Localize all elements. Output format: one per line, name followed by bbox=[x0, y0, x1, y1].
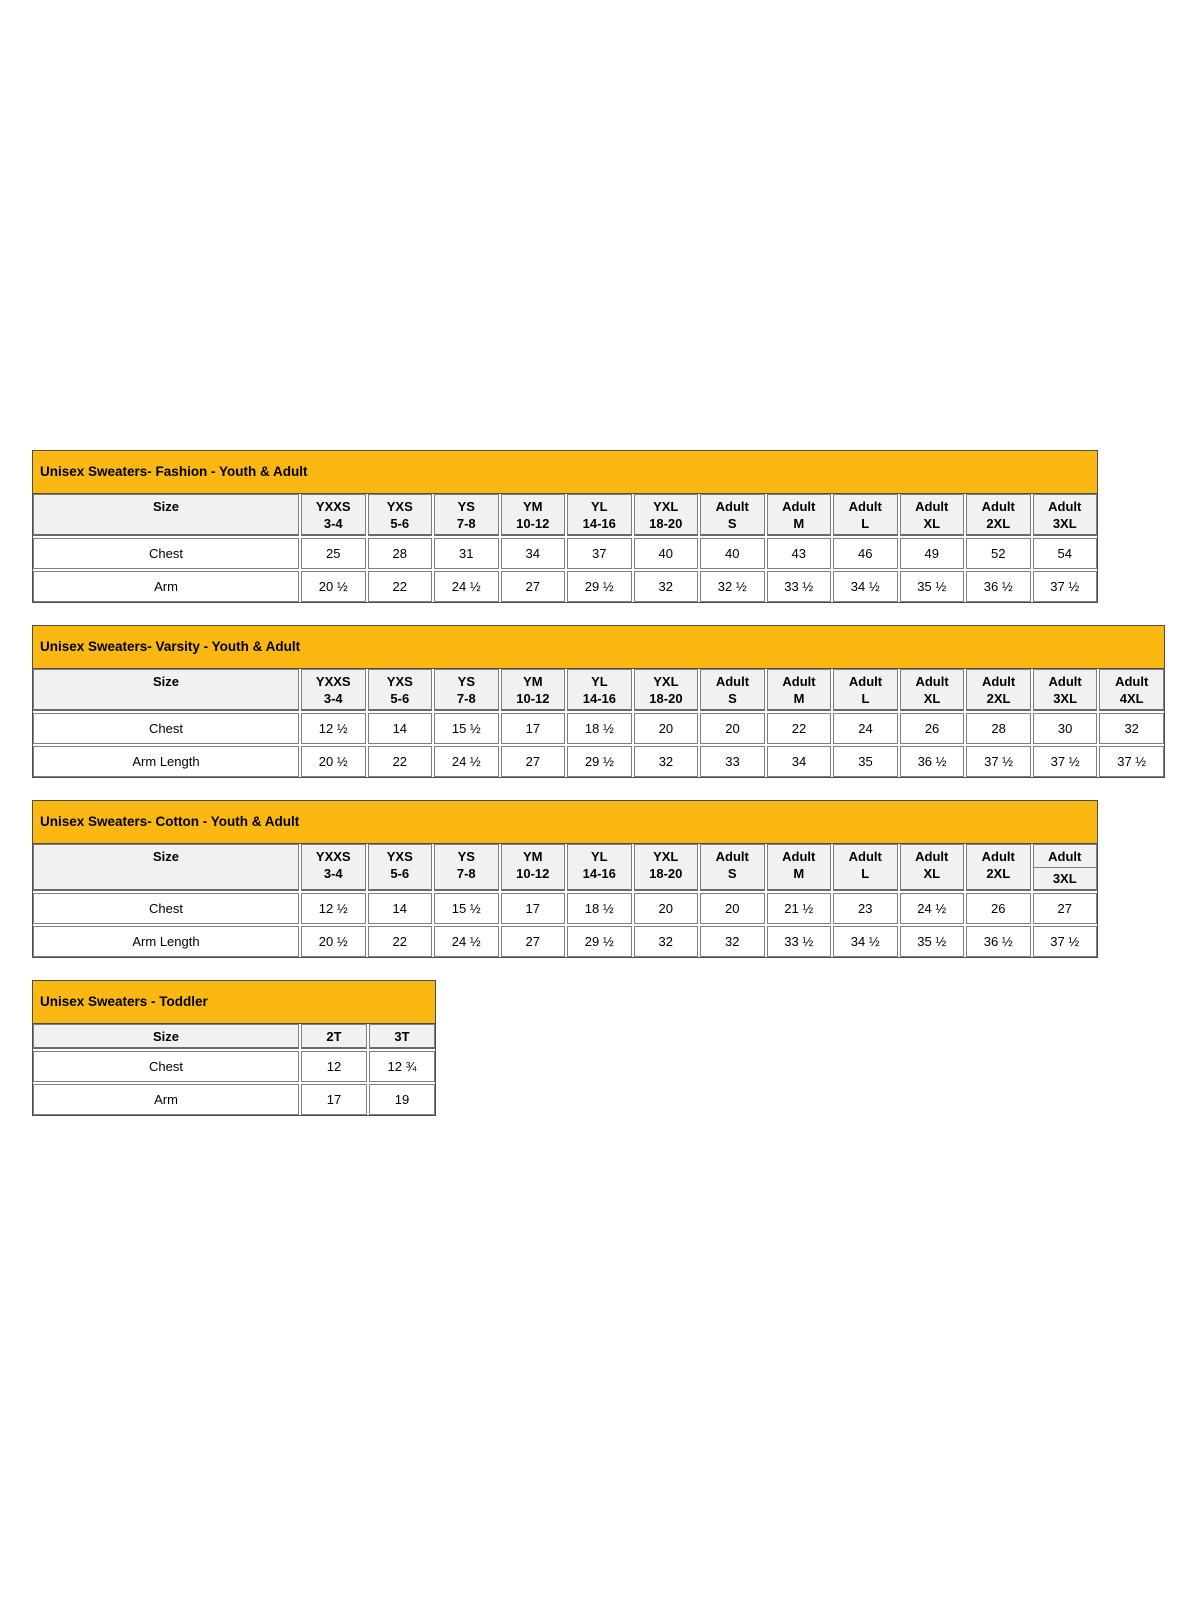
column-header-line2: 3-4 bbox=[323, 866, 343, 881]
column-header-line1: Adult bbox=[915, 849, 949, 864]
table-row bbox=[33, 746, 1164, 777]
size-value-cell: 35 bbox=[833, 746, 898, 777]
column-header-line2: XL bbox=[923, 866, 941, 881]
size-value-cell: 33 bbox=[700, 746, 765, 777]
table-row bbox=[33, 571, 1097, 602]
size-value-cell: 27 bbox=[501, 746, 566, 777]
header-row bbox=[33, 669, 1164, 711]
size-value-cell: 37 ½ bbox=[1099, 746, 1164, 777]
column-header bbox=[966, 669, 1031, 711]
column-header-line1: YXXS bbox=[315, 674, 351, 689]
column-header-line1: YS bbox=[457, 499, 475, 514]
size-column-header: Size bbox=[33, 494, 299, 536]
size-value-cell: 22 bbox=[368, 746, 433, 777]
column-header bbox=[634, 494, 699, 536]
column-header-line1: Adult bbox=[848, 849, 882, 864]
size-value-cell: 14 bbox=[368, 713, 433, 744]
column-header-line1: Adult bbox=[715, 674, 750, 689]
column-header-line2: S bbox=[727, 866, 737, 881]
column-header-line2: 10-12 bbox=[516, 516, 550, 531]
column-header-line1: YXL bbox=[653, 674, 679, 689]
size-value-cell: 29 ½ bbox=[567, 926, 632, 957]
column-header bbox=[700, 669, 765, 711]
column-header-line1: Adult bbox=[915, 674, 949, 689]
size-value-cell: 17 bbox=[501, 713, 566, 744]
size-value-cell: 34 ½ bbox=[833, 571, 898, 602]
column-header-line1: YXXS bbox=[315, 849, 351, 864]
column-header-line2: M bbox=[793, 691, 805, 706]
size-value-cell: 18 ½ bbox=[567, 713, 632, 744]
size-value-cell: 12 ½ bbox=[301, 893, 366, 924]
column-header bbox=[767, 494, 832, 536]
column-header bbox=[501, 669, 566, 711]
column-header-line2: 14-16 bbox=[582, 691, 617, 706]
column-header-line1: Adult bbox=[981, 849, 1015, 864]
column-header-line2: 4XL bbox=[1119, 691, 1144, 706]
size-value-cell: 27 bbox=[1033, 893, 1098, 924]
row-label: Arm Length bbox=[33, 926, 299, 957]
table-row bbox=[33, 926, 1097, 957]
column-header-line1: YXL bbox=[653, 499, 679, 514]
size-value-cell: 32 bbox=[634, 926, 699, 957]
size-value-cell: 24 bbox=[833, 713, 898, 744]
column-header-line1: Adult bbox=[782, 849, 816, 864]
column-header-line2: 2XL bbox=[986, 866, 1011, 881]
size-value-cell: 22 bbox=[368, 571, 433, 602]
size-value-cell: 43 bbox=[767, 538, 832, 569]
size-value-cell: 23 bbox=[833, 893, 898, 924]
size-value-cell: 12 ½ bbox=[301, 713, 366, 744]
row-label: Chest bbox=[33, 713, 299, 744]
column-header bbox=[966, 494, 1031, 536]
size-column-header: Size bbox=[33, 1024, 299, 1049]
column-header bbox=[434, 669, 499, 711]
size-value-cell: 37 ½ bbox=[1033, 926, 1098, 957]
column-header-line2: XL bbox=[923, 691, 941, 706]
size-value-cell: 20 ½ bbox=[301, 571, 366, 602]
column-header-line2: 2XL bbox=[986, 691, 1011, 706]
column-header bbox=[900, 669, 965, 711]
size-value-cell: 40 bbox=[634, 538, 699, 569]
column-header-line1: YXS bbox=[386, 499, 413, 514]
column-header-line2: 3XL bbox=[1053, 691, 1078, 706]
size-value-cell: 36 ½ bbox=[966, 926, 1031, 957]
size-chart-varsity bbox=[32, 625, 1165, 778]
size-value-cell: 34 bbox=[501, 538, 566, 569]
size-table bbox=[32, 1022, 436, 1116]
column-header-line2: 5-6 bbox=[390, 866, 410, 881]
column-header bbox=[767, 669, 832, 711]
size-value-cell: 49 bbox=[900, 538, 965, 569]
size-value-cell: 26 bbox=[966, 893, 1031, 924]
size-value-cell: 20 bbox=[700, 893, 765, 924]
column-header-line1: YL bbox=[590, 499, 608, 514]
size-value-cell: 20 ½ bbox=[301, 746, 366, 777]
column-header bbox=[567, 669, 632, 711]
column-header-line1: YM bbox=[523, 849, 543, 864]
column-header-line1: Adult bbox=[1048, 849, 1082, 864]
column-header-line1: Adult bbox=[1048, 499, 1082, 514]
column-header-line1: Adult bbox=[715, 849, 749, 864]
column-header-line2: 7-8 bbox=[456, 866, 476, 881]
table-row bbox=[33, 538, 1097, 569]
size-column-header: Size bbox=[33, 669, 299, 711]
column-header-line1: Adult bbox=[1115, 674, 1149, 689]
column-header-line1: Adult bbox=[981, 674, 1016, 689]
size-chart-cotton bbox=[32, 800, 1098, 958]
column-header bbox=[368, 494, 433, 536]
column-header-line1: Adult bbox=[1048, 674, 1082, 689]
column-header bbox=[900, 494, 965, 536]
column-header bbox=[301, 1024, 367, 1049]
row-label: Arm Length bbox=[33, 746, 299, 777]
column-header bbox=[434, 844, 499, 891]
size-value-cell: 36 ½ bbox=[966, 571, 1031, 602]
column-header bbox=[368, 844, 433, 891]
size-value-cell: 14 bbox=[368, 893, 433, 924]
row-label: Chest bbox=[33, 538, 299, 569]
column-header-line1: Adult bbox=[848, 674, 883, 689]
column-header-line1: Adult bbox=[782, 499, 816, 514]
column-header-line1: YL bbox=[590, 849, 608, 864]
column-header-line2: 2XL bbox=[986, 516, 1011, 531]
column-header-line2: 3-4 bbox=[323, 516, 343, 531]
table-title: Unisex Sweaters- Fashion - Youth & Adult bbox=[33, 451, 1097, 494]
column-header-line2: L bbox=[861, 516, 870, 531]
table-title: Unisex Sweaters - Toddler bbox=[33, 981, 435, 1024]
column-header-line2: M bbox=[793, 516, 805, 531]
size-value-cell: 26 bbox=[900, 713, 965, 744]
column-header bbox=[634, 844, 699, 891]
size-value-cell: 37 bbox=[567, 538, 632, 569]
size-value-cell: 29 ½ bbox=[567, 746, 632, 777]
column-header bbox=[567, 844, 632, 891]
column-header bbox=[900, 844, 965, 891]
row-label: Arm bbox=[33, 571, 299, 602]
column-header-line2: 5-6 bbox=[390, 691, 410, 706]
column-header bbox=[1099, 669, 1164, 711]
size-value-cell: 21 ½ bbox=[767, 893, 832, 924]
size-value-cell: 37 ½ bbox=[966, 746, 1031, 777]
column-header-line1: YXS bbox=[386, 674, 413, 689]
column-header-line1: YM bbox=[523, 674, 543, 689]
column-header bbox=[1033, 494, 1098, 536]
column-header bbox=[700, 494, 765, 536]
header-row bbox=[33, 494, 1097, 536]
size-value-cell: 35 ½ bbox=[900, 926, 965, 957]
table-row bbox=[33, 1084, 435, 1115]
table-row bbox=[33, 1051, 435, 1082]
column-header-line1: 2T bbox=[326, 1029, 342, 1044]
column-header bbox=[700, 844, 765, 891]
size-table bbox=[32, 492, 1098, 603]
size-value-cell: 20 ½ bbox=[301, 926, 366, 957]
size-value-cell: 15 ½ bbox=[434, 893, 499, 924]
size-value-cell: 32 bbox=[1099, 713, 1164, 744]
column-header bbox=[501, 494, 566, 536]
size-column-header: Size bbox=[33, 844, 299, 891]
column-header-line2: S bbox=[728, 691, 737, 706]
header-row bbox=[33, 1024, 435, 1049]
column-header-line2: S bbox=[727, 516, 737, 531]
column-header bbox=[369, 1024, 435, 1049]
size-value-cell: 37 ½ bbox=[1033, 571, 1098, 602]
column-header bbox=[567, 494, 632, 536]
column-header-line2: 18-20 bbox=[649, 516, 683, 531]
column-header-line2: 7-8 bbox=[456, 516, 476, 531]
size-value-cell: 24 ½ bbox=[434, 571, 499, 602]
size-value-cell: 20 bbox=[634, 713, 699, 744]
size-charts-container bbox=[32, 450, 1200, 1116]
size-value-cell: 34 bbox=[767, 746, 832, 777]
column-header-line2: 7-8 bbox=[456, 691, 476, 706]
column-header-line2: 18-20 bbox=[649, 866, 683, 881]
size-value-cell: 25 bbox=[301, 538, 366, 569]
size-value-cell: 36 ½ bbox=[900, 746, 965, 777]
row-label: Chest bbox=[33, 1051, 299, 1082]
size-value-cell: 24 ½ bbox=[900, 893, 965, 924]
column-header-line2: L bbox=[861, 691, 870, 706]
size-value-cell: 29 ½ bbox=[567, 571, 632, 602]
column-header-line1: YL bbox=[591, 674, 608, 689]
size-value-cell: 32 bbox=[634, 746, 699, 777]
size-value-cell: 20 bbox=[634, 893, 699, 924]
size-value-cell: 12 ¾ bbox=[369, 1051, 435, 1082]
column-header-line1: YXXS bbox=[315, 499, 351, 514]
size-value-cell: 28 bbox=[368, 538, 433, 569]
column-header-line1: Adult bbox=[848, 499, 882, 514]
column-header-line2: 18-20 bbox=[649, 691, 683, 706]
size-value-cell: 18 ½ bbox=[567, 893, 632, 924]
size-value-cell: 35 ½ bbox=[900, 571, 965, 602]
column-header bbox=[767, 844, 832, 891]
column-header bbox=[833, 844, 898, 891]
column-header-line1: Adult bbox=[715, 499, 749, 514]
column-header-line2: 14-16 bbox=[582, 516, 616, 531]
table-title: Unisex Sweaters- Cotton - Youth & Adult bbox=[33, 801, 1097, 844]
column-header bbox=[368, 669, 433, 711]
size-value-cell: 52 bbox=[966, 538, 1031, 569]
row-label: Arm bbox=[33, 1084, 299, 1115]
row-label: Chest bbox=[33, 893, 299, 924]
size-value-cell: 34 ½ bbox=[833, 926, 898, 957]
size-value-cell: 22 bbox=[767, 713, 832, 744]
table-row bbox=[33, 893, 1097, 924]
column-header bbox=[301, 669, 366, 711]
column-header bbox=[833, 669, 898, 711]
column-header bbox=[634, 669, 699, 711]
size-value-cell: 40 bbox=[700, 538, 765, 569]
size-value-cell: 17 bbox=[301, 1084, 367, 1115]
column-header bbox=[1033, 844, 1098, 891]
column-header-line1: YM bbox=[523, 499, 543, 514]
column-header-line1: Adult bbox=[981, 499, 1015, 514]
column-header-line1: YXS bbox=[386, 849, 413, 864]
size-value-cell: 37 ½ bbox=[1033, 746, 1098, 777]
size-value-cell: 32 bbox=[700, 926, 765, 957]
column-header-line1: YXL bbox=[653, 849, 679, 864]
column-header-line2: 3XL bbox=[1052, 516, 1077, 531]
size-value-cell: 19 bbox=[369, 1084, 435, 1115]
size-value-cell: 32 ½ bbox=[700, 571, 765, 602]
size-value-cell: 33 ½ bbox=[767, 926, 832, 957]
column-header-line2: 10-12 bbox=[516, 691, 550, 706]
size-value-cell: 31 bbox=[434, 538, 499, 569]
table-row bbox=[33, 713, 1164, 744]
column-header-line2: 10-12 bbox=[516, 866, 550, 881]
size-table bbox=[32, 842, 1098, 958]
size-value-cell: 15 ½ bbox=[434, 713, 499, 744]
size-value-cell: 24 ½ bbox=[434, 926, 499, 957]
column-header-line2: L bbox=[861, 866, 870, 881]
column-header bbox=[301, 494, 366, 536]
size-table bbox=[32, 667, 1165, 778]
column-header-line1: YS bbox=[457, 674, 475, 689]
size-value-cell: 28 bbox=[966, 713, 1031, 744]
column-header-line2: 5-6 bbox=[390, 516, 410, 531]
size-value-cell: 20 bbox=[700, 713, 765, 744]
column-header bbox=[966, 844, 1031, 891]
size-value-cell: 30 bbox=[1033, 713, 1098, 744]
size-chart-toddler bbox=[32, 980, 436, 1116]
size-value-cell: 27 bbox=[501, 571, 566, 602]
table-title: Unisex Sweaters- Varsity - Youth & Adult bbox=[33, 626, 1164, 669]
size-value-cell: 46 bbox=[833, 538, 898, 569]
size-value-cell: 54 bbox=[1033, 538, 1098, 569]
column-header-line2: M bbox=[793, 866, 805, 881]
size-value-cell: 17 bbox=[501, 893, 566, 924]
size-value-cell: 27 bbox=[501, 926, 566, 957]
size-value-cell: 24 ½ bbox=[434, 746, 499, 777]
column-header-line1: Adult bbox=[782, 674, 816, 689]
column-header bbox=[501, 844, 566, 891]
size-value-cell: 22 bbox=[368, 926, 433, 957]
size-value-cell: 32 bbox=[634, 571, 699, 602]
column-header-line1: YS bbox=[457, 849, 475, 864]
column-header-line2: XL bbox=[923, 516, 941, 531]
size-value-cell: 33 ½ bbox=[767, 571, 832, 602]
column-header bbox=[833, 494, 898, 536]
column-header-line2: 3-4 bbox=[323, 691, 343, 706]
column-header-line2: 3XL bbox=[1034, 867, 1097, 887]
header-row bbox=[33, 844, 1097, 891]
column-header bbox=[434, 494, 499, 536]
size-value-cell: 12 bbox=[301, 1051, 367, 1082]
size-chart-fashion bbox=[32, 450, 1098, 603]
column-header-line2: 14-16 bbox=[582, 866, 616, 881]
column-header bbox=[301, 844, 366, 891]
column-header-line1: Adult bbox=[915, 499, 949, 514]
column-header-line1: 3T bbox=[394, 1029, 410, 1044]
column-header bbox=[1033, 669, 1098, 711]
